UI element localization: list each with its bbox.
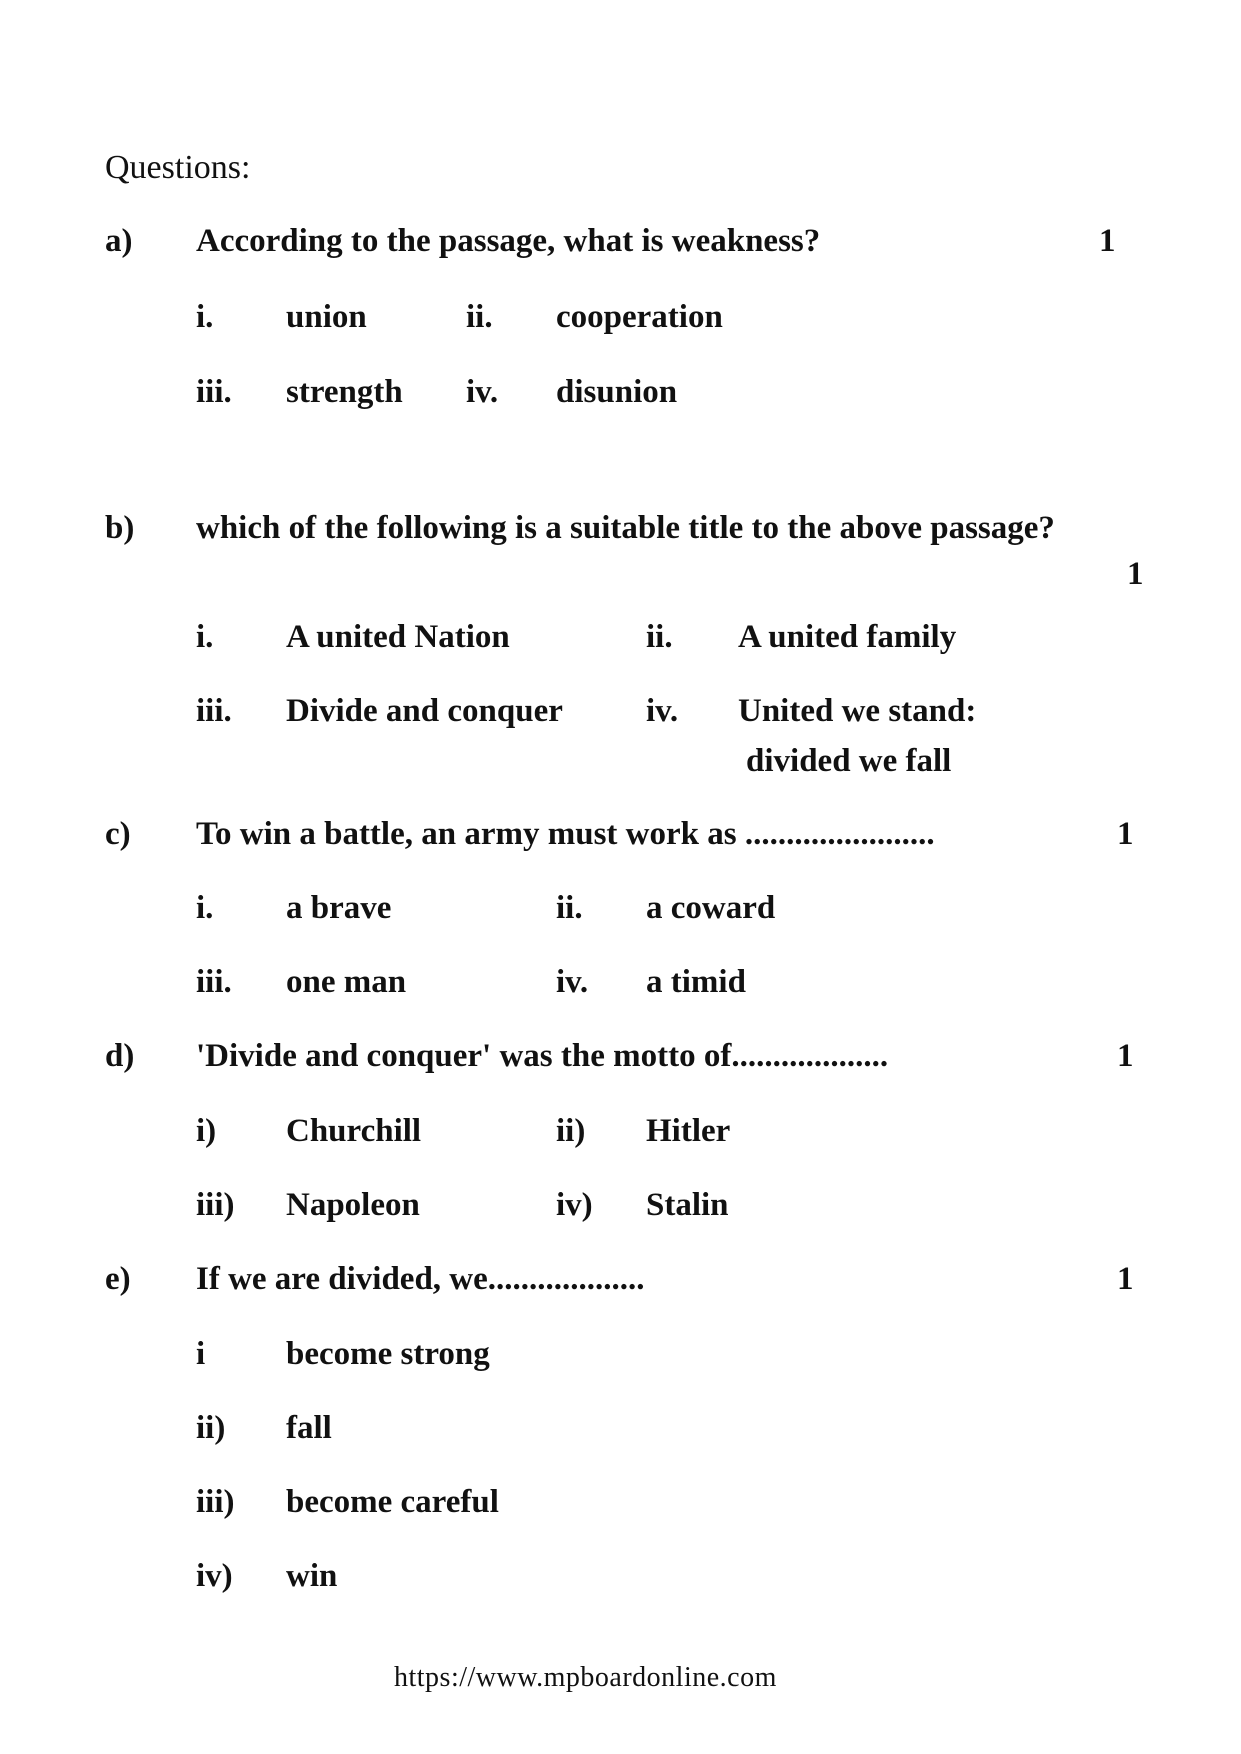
option-number: iii.	[196, 374, 232, 410]
question-text: which of the following is a suitable title to the above passage?	[196, 510, 1055, 546]
option-number: i.	[196, 619, 214, 655]
option-number: ii.	[646, 619, 673, 655]
option-text: become strong	[286, 1336, 490, 1372]
option-number: iv.	[556, 964, 589, 1000]
option-text: United we stand:	[738, 693, 977, 729]
option-number: ii.	[466, 299, 493, 335]
question-text: 'Divide and conquer' was the motto of...................	[196, 1038, 889, 1074]
option-text: union	[286, 299, 367, 335]
option-text: Churchill	[286, 1113, 422, 1149]
option-text: a timid	[646, 964, 746, 1000]
option-number: ii)	[196, 1410, 226, 1446]
option-number: iii)	[196, 1187, 235, 1223]
option-text: A united family	[738, 619, 957, 655]
option-number: iv)	[556, 1187, 593, 1223]
option-text: disunion	[556, 374, 678, 410]
question-label: b)	[105, 510, 135, 546]
option-text: become careful	[286, 1484, 499, 1520]
question-label: a)	[105, 223, 133, 259]
question-text: If we are divided, we...................	[196, 1261, 645, 1297]
option-text: Napoleon	[286, 1187, 420, 1223]
option-text: strength	[286, 374, 403, 410]
option-text: cooperation	[556, 299, 723, 335]
question-marks: 1	[1099, 223, 1116, 259]
question-label: c)	[105, 816, 131, 852]
option-number: iv)	[196, 1558, 233, 1594]
question-label: d)	[105, 1038, 135, 1074]
option-text: Divide and conquer	[286, 693, 563, 729]
option-number: i)	[196, 1113, 217, 1149]
option-text: win	[286, 1558, 338, 1594]
option-number: ii)	[556, 1113, 586, 1149]
option-text: a brave	[286, 890, 392, 926]
option-text: fall	[286, 1410, 332, 1446]
option-number: i.	[196, 299, 214, 335]
question-marks: 1	[1117, 816, 1134, 852]
option-number: iv.	[466, 374, 499, 410]
question-text: According to the passage, what is weakness?	[196, 223, 821, 259]
option-number: i	[196, 1336, 206, 1372]
option-text: one man	[286, 964, 407, 1000]
page-heading: Questions:	[105, 149, 251, 186]
option-text: A united Nation	[286, 619, 510, 655]
option-text: Hitler	[646, 1113, 731, 1149]
option-number: iii.	[196, 964, 232, 1000]
question-marks: 1	[1127, 556, 1144, 592]
question-text: To win a battle, an army must work as .......................	[196, 816, 935, 852]
option-text: Stalin	[646, 1187, 729, 1223]
footer-url[interactable]: https://www.mpboardonline.com	[394, 1662, 777, 1693]
question-label: e)	[105, 1261, 131, 1297]
option-text: a coward	[646, 890, 776, 926]
question-marks: 1	[1117, 1261, 1134, 1297]
question-marks: 1	[1117, 1038, 1134, 1074]
option-number: i.	[196, 890, 214, 926]
option-number: iv.	[646, 693, 679, 729]
option-number: iii)	[196, 1484, 235, 1520]
option-number: ii.	[556, 890, 583, 926]
option-number: iii.	[196, 693, 232, 729]
option-text-continued: divided we fall	[746, 743, 952, 779]
